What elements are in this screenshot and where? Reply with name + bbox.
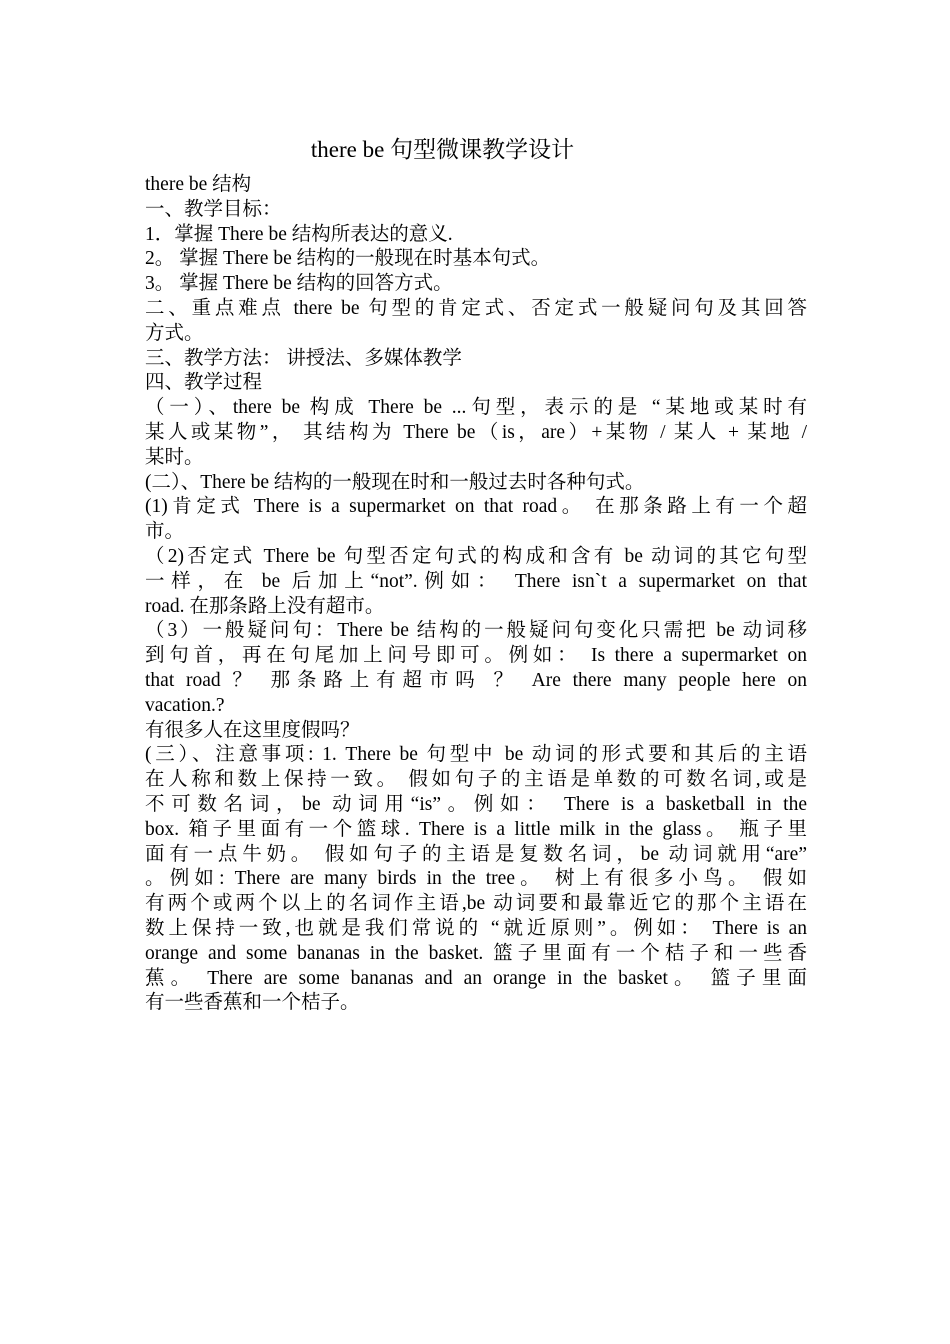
document-body — [145, 173, 807, 1016]
body-line: （一）、there be 构成 There be ...句型，表示的是 “某地或某时有 — [145, 397, 807, 419]
body-line: 有很多人在这里度假吗？ — [145, 719, 360, 741]
body-line: that road ？ 那条路上有超市吗 ？ Are there many people here on — [145, 669, 807, 691]
body-line: (二）、There be 结构的一般现在时和一般过去时各种句式。 — [145, 471, 645, 493]
body-line: 有两个或两个以上的名词作主语,be 动词要和最靠近它的那个主语在 — [145, 893, 807, 915]
body-line: 某时。 — [145, 446, 204, 468]
body-line: 在人称和数上保持一致。 假如句子的主语是单数的可数名词,或是 — [145, 769, 807, 791]
body-line: 市。 — [145, 521, 185, 543]
body-line: 3。 掌握 There be 结构的回答方式。 — [145, 273, 453, 295]
body-line: 到句首，再在句尾加上问号即可。例如： Is there a supermarket on — [145, 645, 807, 667]
body-line: 三、教学方法： 讲授法、多媒体教学 — [145, 347, 462, 369]
body-line: road. 在那条路上没有超市。 — [145, 595, 385, 617]
body-line: orange and some bananas in the basket. 篮子里面有一个桔子和一些香 — [145, 942, 807, 964]
body-line: 不可数名词，be 动词用“is”。例如： There is a basketball in the — [145, 793, 807, 815]
body-line: 面有一点牛奶。 假如句子的主语是复数名词，be 动词就用“are” — [145, 843, 807, 865]
body-line: vacation.? — [145, 694, 225, 716]
document-title: there be 句型微课教学设计 — [310, 137, 575, 162]
body-line: 数上保持一致,也就是我们常说的 “就近原则”。例如： There is an — [145, 917, 807, 939]
body-line: 方式。 — [145, 322, 204, 344]
body-line: （2)否定式 There be 句型否定句式的构成和含有 be 动词的其它句型 — [145, 545, 807, 567]
body-line: 二、重点难点 there be 句型的肯定式、否定式一般疑问句及其回答 — [145, 297, 807, 319]
body-line: 蕉。 There are some bananas and an orange in the basket。 篮子里面 — [145, 967, 807, 989]
body-line: 一样，在 be 后加上“not”.例如： There isn`t a supermarket on that — [145, 570, 807, 592]
body-line: （3）一般疑问句：There be 结构的一般疑问句变化只需把 be 动词移 — [145, 620, 807, 642]
body-line: 。例如: There are many birds in the tree。 树上有很多小鸟。 假如 — [145, 868, 807, 890]
body-line: 四、教学过程 — [145, 372, 263, 394]
body-line: box. 箱子里面有一个篮球. There is a little milk in the glass。 瓶子里 — [145, 818, 807, 840]
body-line: there be 结构 — [145, 174, 252, 195]
body-line: 一、教学目标： — [145, 198, 282, 220]
body-line: (三）、注意事项: 1. There be 句型中 be 动词的形式要和其后的主语 — [145, 744, 807, 766]
body-line: 某人或某物”， 其结构为 There be（is，are）+某物 / 某人 + 某地 / — [145, 421, 807, 443]
body-line: 有一些香蕉和一个桔子。 — [145, 992, 360, 1014]
body-line: 2。 掌握 There be 结构的一般现在时基本句式。 — [145, 248, 551, 270]
body-line: 1．掌握 There be 结构所表达的意义. — [145, 223, 453, 245]
body-line: (1)肯定式 There is a supermarket on that road。 在那条路上有一个超 — [145, 496, 807, 518]
